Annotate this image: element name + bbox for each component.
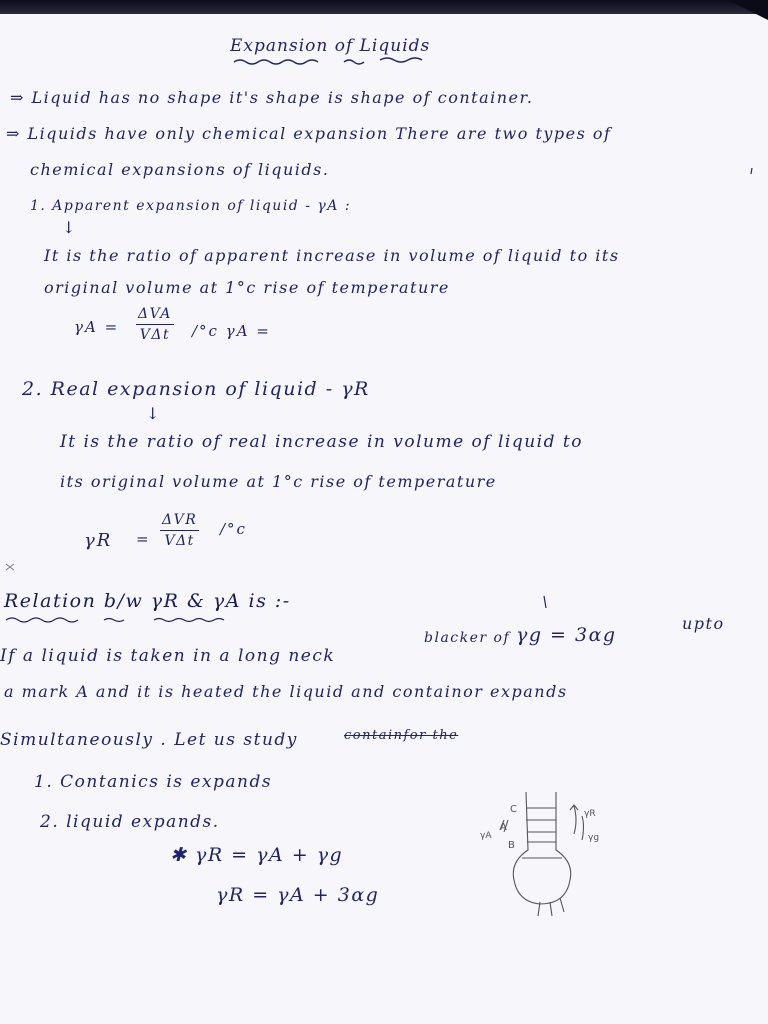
relation-para-2: a mark A and it is heated the liquid and containor expands xyxy=(4,682,568,701)
apparent-arrow: ↓ xyxy=(62,218,77,237)
relation-para-1b: blacker of xyxy=(424,630,511,646)
intro-line-2: ⇒ Liquids have only chemical expansion There are two types of xyxy=(6,124,612,143)
real-definition-1: It is the ratio of real increase in volume of liquid to xyxy=(60,432,583,452)
apparent-definition-1: It is the ratio of apparent increase in volume of liquid to its xyxy=(44,246,620,265)
apparent-heading: 1. Apparent expansion of liquid - γA : xyxy=(30,198,352,214)
real-formula-numerator: ΔVR xyxy=(162,512,198,528)
real-formula-lhs: γR xyxy=(84,530,113,551)
apparent-formula-unit: /°c γA = xyxy=(192,322,271,340)
apparent-formula-denominator: VΔt xyxy=(139,327,171,343)
real-heading: 2. Real expansion of liquid - γR xyxy=(22,378,370,400)
real-formula-unit: /°c xyxy=(220,520,247,538)
flask-label-vg: γg xyxy=(588,833,600,843)
relation-para-3a: Simultaneously . Let us study xyxy=(0,730,298,750)
flask-label-a: A xyxy=(500,822,507,833)
relation-item-2: 2. liquid expands. xyxy=(40,812,220,832)
apparent-formula-lhs: γA = xyxy=(74,318,120,336)
real-definition-2: its original volume at 1°c rise of temperature xyxy=(60,472,497,491)
intro-line-3: chemical expansions of liquids. xyxy=(30,160,330,179)
real-formula-equals: = xyxy=(136,530,151,548)
relation-para-1a: If a liquid is taken in a long neck xyxy=(0,646,336,666)
relation-para-1c: γg = 3αg xyxy=(516,624,617,646)
relation-formula-2: γR = γA + 3αg xyxy=(216,884,380,906)
relation-para-1d: upto xyxy=(682,614,725,633)
real-formula-denominator: VΔt xyxy=(164,533,195,549)
real-arrow: ↓ xyxy=(146,404,161,423)
flask-label-b: B xyxy=(508,840,515,851)
flask-label-va: γA xyxy=(480,831,492,841)
relation-item-1: 1. Contanics is expands xyxy=(34,772,273,792)
relation-heading: Relation b/w γR & γA is :- xyxy=(4,590,291,612)
flask-label-vr: γR xyxy=(584,809,596,819)
flask-label-c: C xyxy=(510,804,517,815)
apparent-formula-numerator: ΔVA xyxy=(138,306,172,322)
relation-para-3b-struck: containfor the xyxy=(344,728,459,743)
apparent-definition-2: original volume at 1°c rise of temperature xyxy=(44,278,450,297)
intro-line-1: ⇒ Liquid has no shape it's shape is shape of container. xyxy=(10,88,534,107)
page-title: Expansion of Liquids xyxy=(230,36,431,56)
relation-formula-1: ✱ γR = γA + γg xyxy=(170,844,344,866)
